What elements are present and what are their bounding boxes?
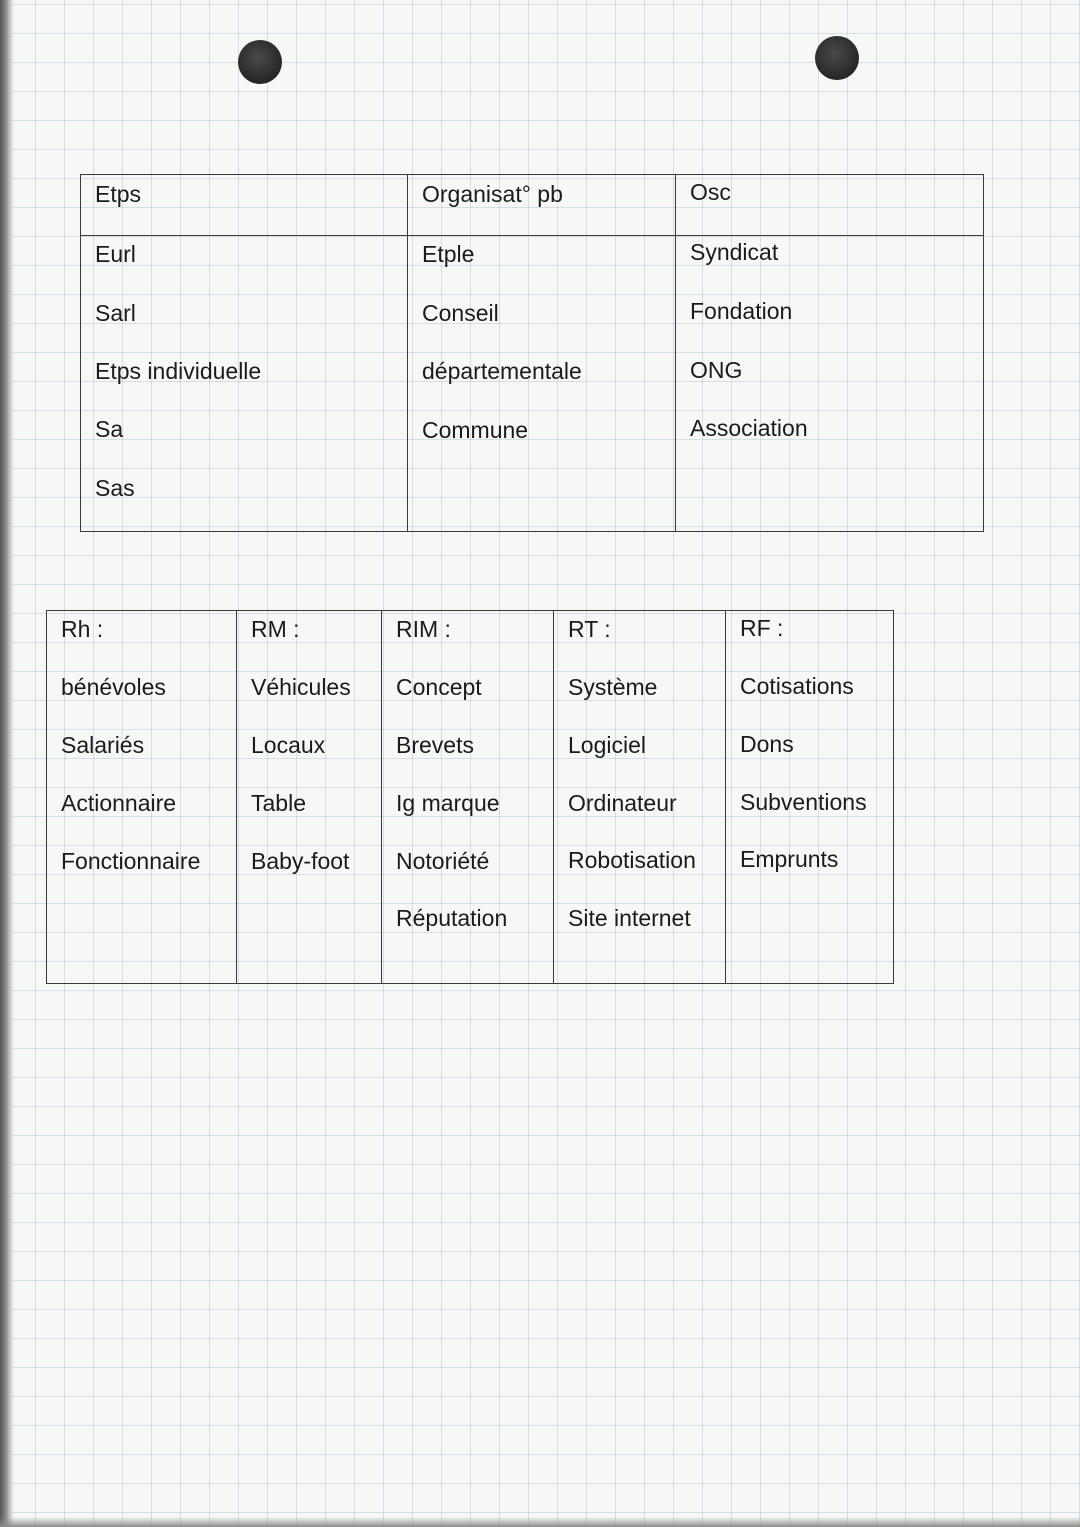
punch-hole-left [238, 40, 282, 84]
column-rt [553, 611, 726, 983]
column-osc [675, 175, 984, 531]
list-item: Cotisations [740, 673, 854, 699]
organisation-types-table [80, 174, 984, 532]
list-item: Notoriété [396, 848, 490, 874]
list-item: Sas [95, 475, 135, 501]
list-item: ONG [690, 357, 743, 383]
list-item: Subventions [740, 789, 867, 815]
list-item: Robotisation [568, 847, 696, 873]
list-item: Actionnaire [61, 790, 177, 816]
list-item: Logiciel [568, 732, 646, 758]
list-item: Fonctionnaire [61, 848, 201, 874]
list-item: Conseil [422, 300, 499, 326]
resources-table [46, 610, 894, 984]
list-item: bénévoles [61, 674, 166, 700]
list-item: Salariés [61, 732, 145, 758]
column-header: RT : [568, 616, 611, 642]
list-item: départementale [422, 358, 582, 384]
list-item: Baby-foot [251, 848, 350, 874]
list-item: Sarl [95, 300, 136, 326]
list-item: Dons [740, 731, 794, 757]
list-item: Eurl [95, 241, 136, 267]
list-item: Brevets [396, 732, 474, 758]
list-item: Etple [422, 241, 475, 267]
column-header: Etps [95, 181, 142, 207]
punch-hole-right [815, 36, 859, 80]
list-item: Syndicat [690, 239, 779, 265]
list-item: Sa [95, 416, 124, 442]
column-header: Rh : [61, 616, 104, 642]
column-rf [725, 611, 894, 983]
list-item: Association [690, 415, 808, 441]
list-item: Réputation [396, 905, 508, 931]
list-item: Emprunts [740, 846, 839, 872]
list-item: Etps individuelle [95, 358, 262, 384]
column-header: Osc [690, 179, 731, 205]
list-item: Ordinateur [568, 790, 677, 816]
column-organisation-publique [407, 175, 676, 531]
column-header: RM : [251, 616, 300, 642]
list-item: Site internet [568, 905, 691, 931]
column-rim [381, 611, 554, 983]
column-header: RF : [740, 615, 784, 641]
paper-left-edge [0, 0, 14, 1527]
list-item: Table [251, 790, 306, 816]
column-rm [236, 611, 382, 983]
paper-bottom-edge [0, 1517, 1080, 1527]
list-item: Fondation [690, 298, 793, 324]
column-etps [81, 175, 407, 531]
column-header: Organisat° pb [422, 181, 563, 207]
list-item: Concept [396, 674, 482, 700]
list-item: Commune [422, 417, 529, 443]
column-rh [47, 611, 236, 983]
list-item: Ig marque [396, 790, 500, 816]
list-item: Locaux [251, 732, 326, 758]
column-header: RIM : [396, 616, 451, 642]
list-item: Système [568, 674, 658, 700]
list-item: Véhicules [251, 674, 351, 700]
